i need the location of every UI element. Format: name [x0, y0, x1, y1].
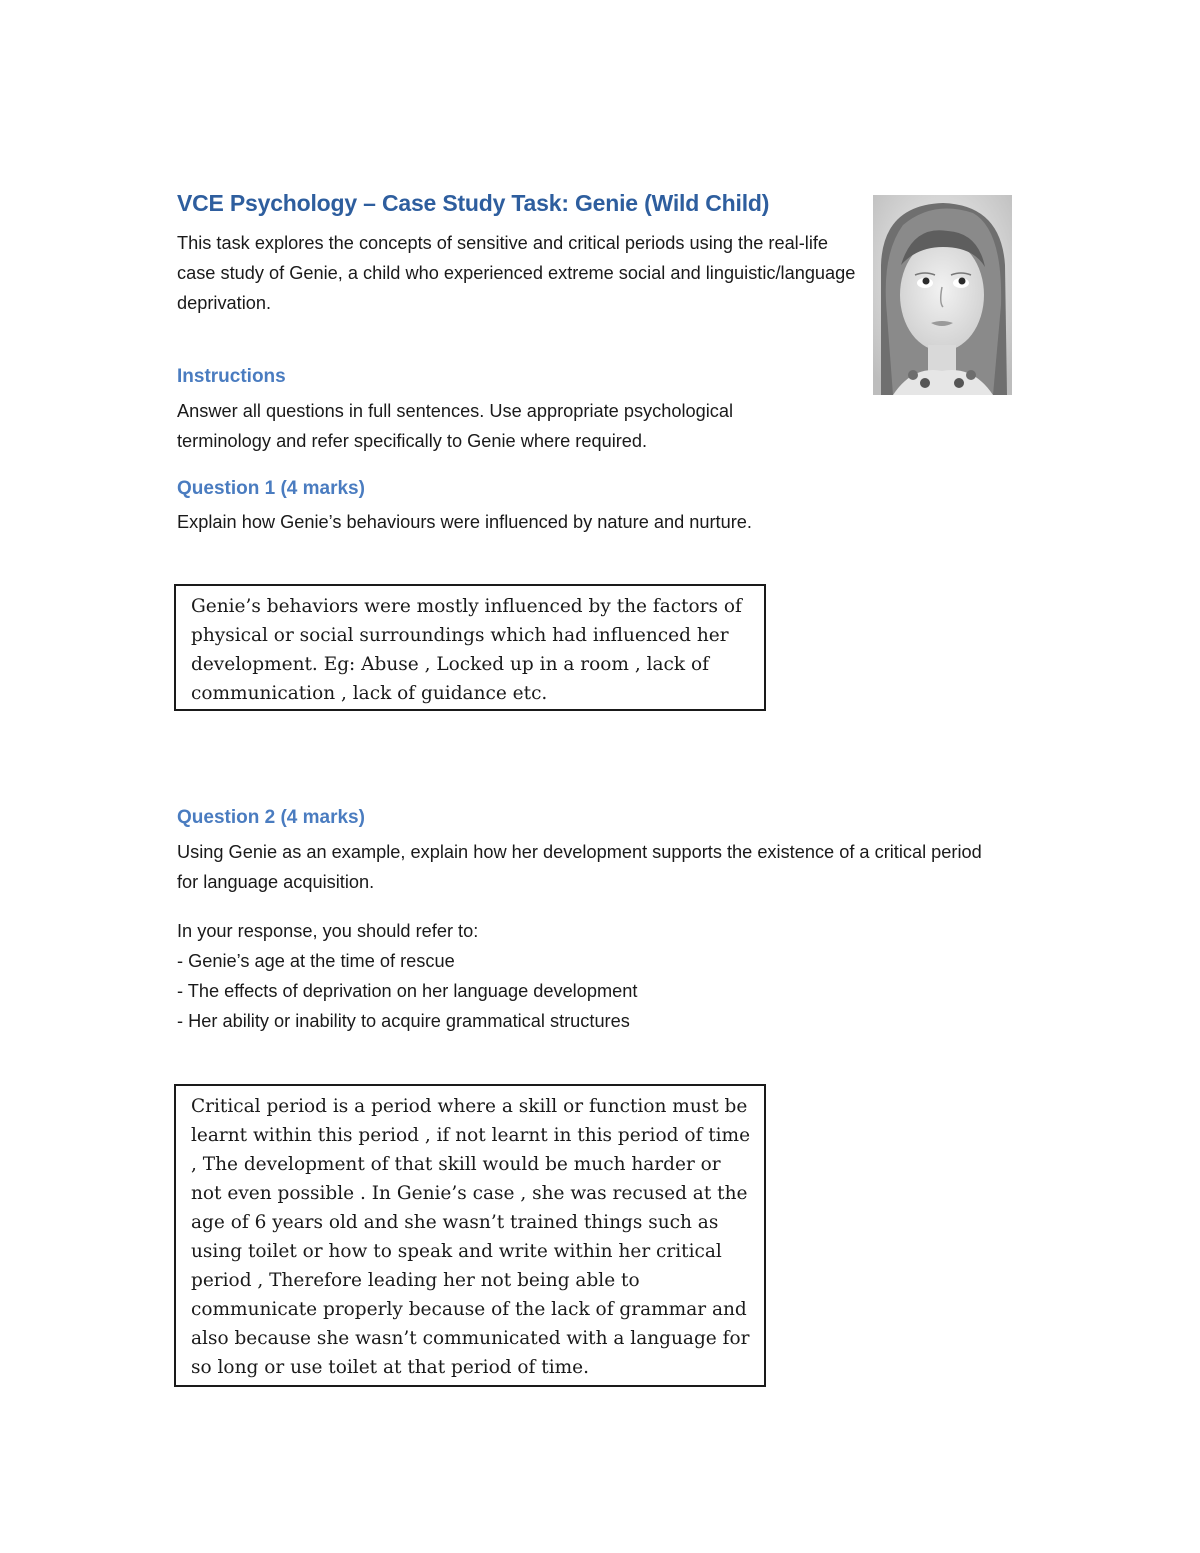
question-1-answer-box[interactable]: Genie’s behaviors were mostly influenced by the factors of physical or social surroundings which had influenced her development. Eg: Abuse , Locked up in a room , lack of communication , lack of guidance etc. [174, 584, 766, 711]
instructions-text: Answer all questions in full sentences. Use appropriate psychological terminology and refer specifically to Genie where required. [177, 401, 734, 451]
intro-paragraph: This task explores the concepts of sensitive and critical periods using the real-life case study of Genie, a child who experienced extreme social and linguistic/language deprivation. [177, 233, 856, 313]
question-1-heading: Question 1 (4 marks) [177, 478, 365, 499]
portrait-photo [873, 195, 1012, 395]
page-title: VCE Psychology – Case Study Task: Genie (Wild Child) [177, 190, 770, 216]
refer-item-age: - Genie’s age at the time of rescue [177, 951, 455, 971]
refer-item-deprivation: - The effects of deprivation on her language development [177, 981, 638, 1001]
question-2-text: Using Genie as an example, explain how her development supports the existence of a critical period for language acquisition. [177, 842, 982, 892]
portrait-photo-icon [873, 195, 1012, 395]
question-1-text: Explain how Genie’s behaviours were influenced by nature and nurture. [177, 512, 752, 532]
question-2-answer-box[interactable]: Critical period is a period where a skill or function must be learnt within this period , if not learnt in this period of time , The development of that skill would be much harder or not even possible . In Genie’s case , she was recused at the age of 6 years old and she wasn’t trained things such as using toilet or how to speak and write within her critical period , Therefore leading her not being able to communicate properly because of the lack of grammar and also because she wasn’t communicated with a language for so long or use toilet at that period of time. [174, 1084, 766, 1387]
refer-intro: In your response, you should refer to: [177, 921, 479, 941]
instructions-heading: Instructions [177, 366, 286, 387]
refer-item-grammar: - Her ability or inability to acquire grammatical structures [177, 1011, 630, 1031]
question-2-refer-list [177, 916, 1007, 1036]
question-2-heading: Question 2 (4 marks) [177, 807, 365, 828]
